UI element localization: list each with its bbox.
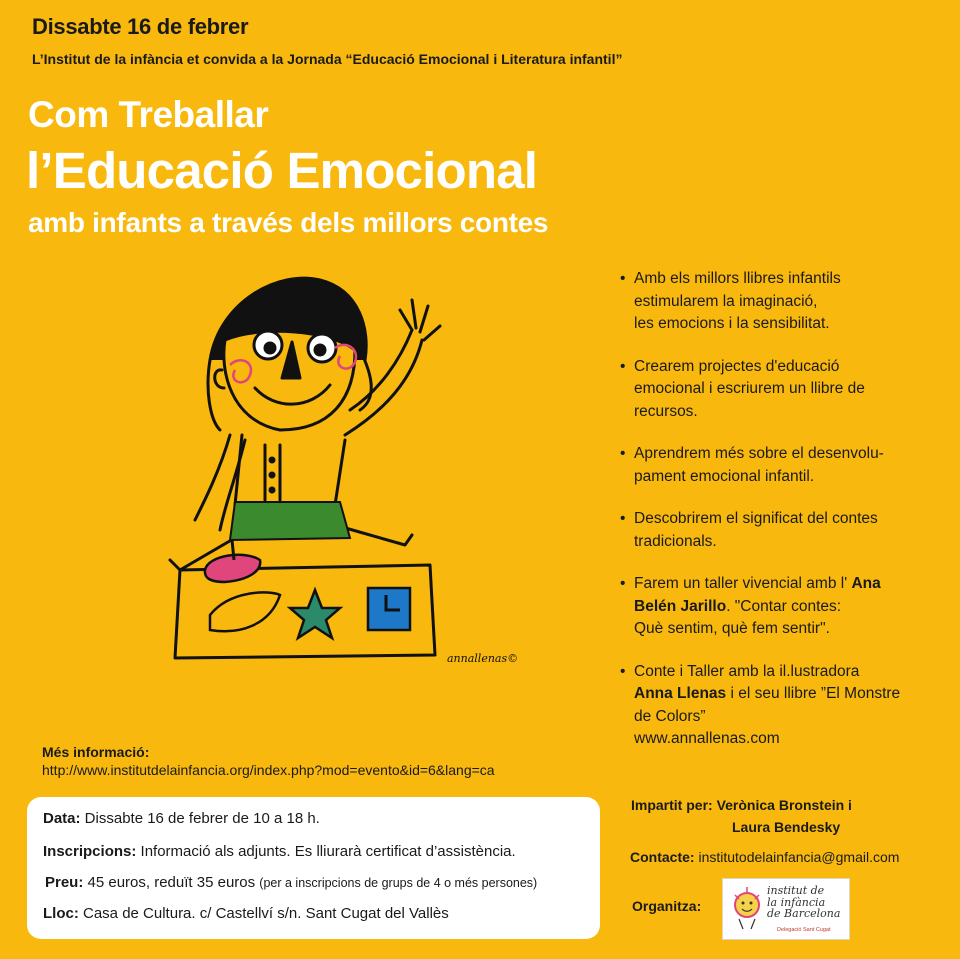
organizer-label: Organitza: — [632, 898, 702, 914]
logo-child-icon — [729, 885, 765, 931]
contact-email[interactable]: institutodelainfancia@gmail.com — [698, 849, 900, 865]
more-info-link[interactable]: http://www.institutdelainfancia.org/index.php?mod=evento&id=6&lang=ca — [42, 762, 495, 778]
logo-subtitle: Delegació Sant Cugat — [777, 927, 831, 933]
illustrator-name: Anna Llenas — [634, 685, 727, 702]
speaker-name: Ana Belén Jarillo — [634, 575, 881, 615]
details-box — [27, 797, 600, 939]
details-price: Preu: 45 euros, reduït 35 euros (per a inscripcions de grups de 4 o més persones) — [45, 874, 538, 891]
event-date-heading: Dissabte 16 de febrer — [32, 14, 249, 39]
more-info — [42, 744, 495, 778]
bullet-text: Descobrirem el significat del contes tradicionals. — [634, 510, 878, 550]
details-date: Data: Dissabte 16 de febrer de 10 a 18 h. — [43, 810, 320, 827]
title-line-1: Com Treballar — [28, 94, 269, 135]
illustrator-signature: annallenas© — [447, 652, 519, 665]
more-info-label: Més informació: — [42, 744, 150, 760]
title-line-2: l’Educació Emocional — [26, 142, 538, 199]
child-illustration — [150, 270, 550, 690]
bullet-text: Crearem projectes d'educació emocional i escriurem un llibre de recursos. — [634, 357, 865, 420]
details-location: Lloc: Casa de Cultura. c/ Castellví s/n. Sant Cugat del Vallès — [43, 905, 449, 922]
organizer-logo — [722, 878, 850, 940]
bullet-dot-icon: • — [620, 270, 626, 287]
bullet-item — [620, 268, 950, 336]
contact: Contacte: institutodelainfancia@gmail.com — [630, 849, 900, 865]
bullet-dot-icon: • — [620, 445, 626, 462]
title-line-3: amb infants a través dels millors contes — [28, 207, 549, 238]
bullet-dot-icon: • — [620, 357, 626, 375]
logo-text: institut de la infància de Barcelona — [767, 884, 841, 920]
bullet-item — [620, 573, 950, 641]
bullet-item — [620, 508, 950, 553]
bullet-dot-icon: • — [620, 575, 626, 592]
bullet-text: Amb els millors llibres infantils estimularem la imaginació, les emocions i la sensibilitat. — [634, 270, 841, 332]
bullet-text: Conte i Taller amb la il.lustradora Anna Llenas i el seu llibre ”El Monstre de Colors” www.annallenas.com — [634, 662, 901, 747]
details-registration: Inscripcions: Informació als adjunts. Es lliurarà certificat d’assistència. — [43, 843, 516, 860]
bullet-text: Farem un taller vivencial amb l' Ana Belén Jarillo. "Contar contes: Què sentim, què fem sentir". — [634, 575, 881, 637]
bullet-list — [620, 268, 950, 771]
bullet-dot-icon: • — [620, 662, 626, 680]
bullet-item — [620, 356, 950, 424]
invitation-line: L’Institut de la infància et convida a la Jornada “Educació Emocional i Literatura infantil” — [32, 51, 623, 67]
bullet-text: Aprendrem més sobre el desenvolu- pament emocional infantil. — [634, 445, 884, 485]
taught-by: Impartit per: Verònica Bronstein i — [631, 797, 852, 813]
bullet-item — [620, 661, 950, 751]
bullet-item — [620, 443, 950, 488]
taught-by-second: Laura Bendesky — [732, 819, 841, 835]
bullet-dot-icon: • — [620, 510, 626, 527]
